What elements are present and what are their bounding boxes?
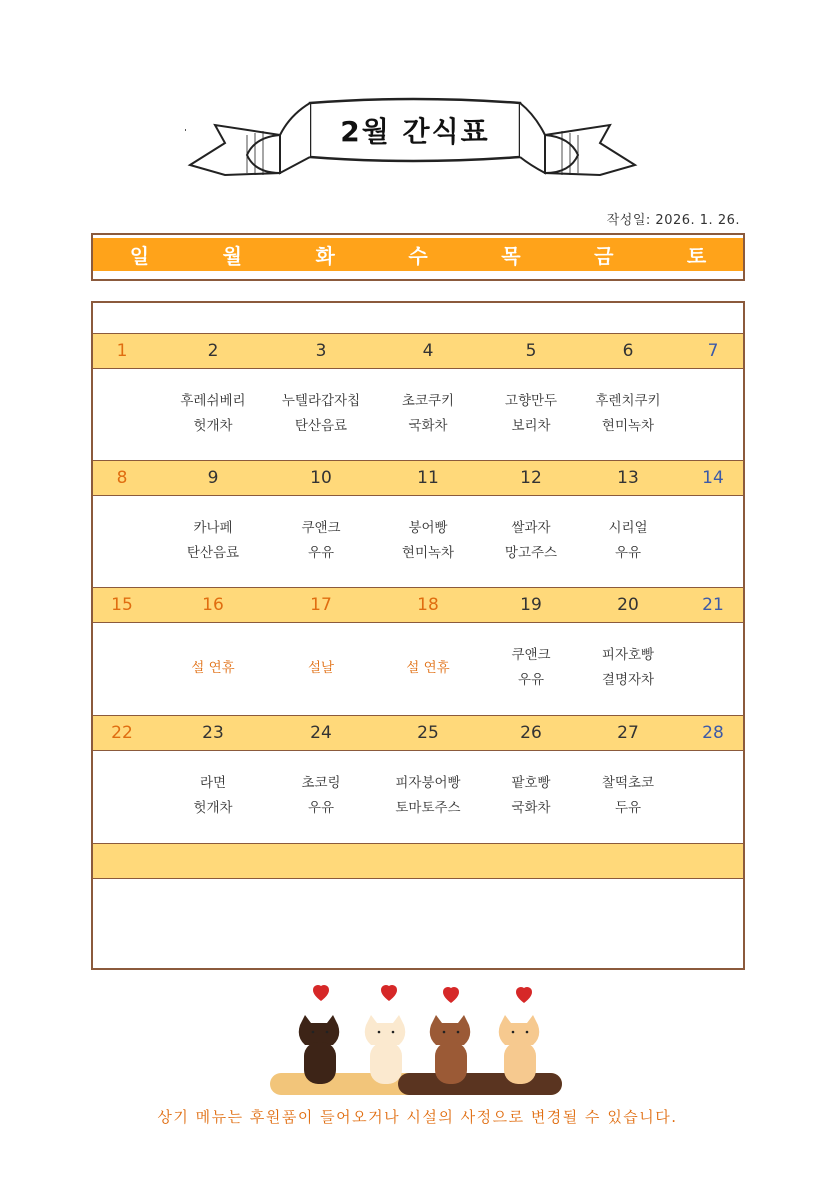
date-cell: 19 (520, 595, 542, 615)
heart-icon (313, 985, 329, 1001)
menu-cell (683, 750, 743, 842)
drink-item: 보리차 (511, 418, 551, 434)
drink-item: 현미녹차 (401, 545, 455, 561)
menu-cell (683, 368, 743, 460)
weekday-sun: 일 (129, 244, 150, 268)
menu-cell (93, 750, 151, 842)
date-cell: 16 (202, 595, 224, 615)
weekday-mon: 월 (222, 244, 242, 268)
date-row (93, 843, 743, 879)
snack-item: 시리얼 (608, 520, 648, 536)
menu-cell (367, 622, 489, 714)
menu-cell (489, 622, 573, 714)
drink-item: 두유 (614, 800, 642, 816)
menu-row (93, 750, 743, 842)
weekday-thu: 목 (501, 244, 521, 268)
menu-row (93, 622, 743, 714)
snack-item: 쌀과자 (511, 520, 551, 536)
menu-cell (275, 622, 367, 714)
snack-item: 피자호빵 (601, 647, 655, 663)
date-cell: 28 (702, 723, 724, 743)
snack-item: 후렌치쿠키 (595, 393, 661, 409)
date-cell: 17 (310, 595, 332, 615)
snack-item: 쿠앤크 (511, 647, 551, 663)
page-title: 2월 간식표 (340, 115, 490, 148)
drink-item: 망고주스 (504, 545, 558, 561)
weekday-fri: 금 (594, 244, 614, 268)
snack-item: 쿠앤크 (301, 520, 341, 536)
menu-cell (275, 368, 367, 460)
date-cell: 5 (525, 341, 537, 361)
drink-item: 헛개차 (193, 800, 233, 816)
menu-cell (93, 368, 151, 460)
menu-cell (683, 622, 743, 714)
menu-cell (489, 368, 573, 460)
menu-cell (93, 622, 151, 714)
snack-item: 피자붕어빵 (395, 775, 461, 791)
date-cell: 27 (617, 723, 639, 743)
snack-item: 붕어빵 (408, 520, 448, 536)
snack-item: 팥호빵 (511, 775, 551, 791)
drink-item: 우유 (307, 800, 335, 816)
drink-item: 국화차 (408, 418, 448, 434)
snack-item: 카나페 (193, 520, 233, 536)
drink-item: 탄산음료 (186, 545, 240, 561)
date-cell: 3 (315, 341, 327, 361)
drink-item: 현미녹차 (601, 418, 655, 434)
drink-item: 우유 (307, 545, 335, 561)
date-cell: 20 (617, 595, 639, 615)
menu-cell (489, 750, 573, 842)
holiday-label: 설날 (307, 659, 335, 676)
date-cell: 1 (116, 341, 128, 361)
menu-cell (573, 495, 683, 587)
weekday-wed: 수 (408, 244, 428, 268)
menu-row (93, 495, 743, 587)
heart-icon (516, 987, 532, 1003)
calendar-grid (91, 301, 745, 970)
date-cell: 22 (111, 723, 133, 743)
heart-icon (381, 985, 397, 1001)
menu-cell (367, 495, 489, 587)
drink-item: 토마토주스 (395, 800, 461, 816)
date-row (93, 333, 743, 369)
drink-item: 결명자차 (601, 672, 655, 688)
menu-cell (573, 750, 683, 842)
cat-icon (268, 980, 568, 1100)
date-row (93, 715, 743, 751)
date-cell: 6 (622, 341, 634, 361)
date-cell: 12 (520, 468, 542, 488)
drink-item: 국화차 (511, 800, 551, 816)
date-cell: 4 (422, 341, 434, 361)
menu-cell (573, 368, 683, 460)
menu-cell (275, 495, 367, 587)
date-cell: 9 (207, 468, 219, 488)
menu-cell (367, 750, 489, 842)
date-cell: 2 (207, 341, 219, 361)
menu-cell (151, 495, 275, 587)
snack-item: 찰떡초코 (601, 775, 655, 791)
date-cell: 23 (202, 723, 224, 743)
created-date: 작성일: 2026. 1. 26. (606, 213, 740, 228)
menu-row (93, 368, 743, 460)
drink-item: 탄산음료 (294, 418, 348, 434)
date-cell: 14 (702, 468, 724, 488)
snack-item: 후레쉬베리 (180, 393, 246, 409)
date-cell: 24 (310, 723, 332, 743)
snack-item: 초코쿠키 (401, 393, 455, 409)
menu-cell (151, 622, 275, 714)
drink-item: 우유 (614, 545, 642, 561)
snack-item: 초코링 (301, 775, 341, 791)
menu-cell (573, 622, 683, 714)
date-cell: 21 (702, 595, 724, 615)
menu-cell (367, 368, 489, 460)
date-cell: 15 (111, 595, 133, 615)
date-cell: 10 (310, 468, 332, 488)
date-row (93, 587, 743, 623)
menu-cell (151, 750, 275, 842)
weekday-header (91, 233, 745, 281)
menu-cell (93, 495, 151, 587)
date-cell: 25 (417, 723, 439, 743)
date-cell: 13 (617, 468, 639, 488)
date-cell: 26 (520, 723, 542, 743)
heart-icon (443, 987, 459, 1003)
date-row (93, 460, 743, 496)
drink-item: 헛개차 (193, 418, 233, 434)
menu-cell (683, 495, 743, 587)
menu-cell (151, 368, 275, 460)
snack-item: 누텔라갑자칩 (281, 393, 361, 409)
date-cell: 8 (116, 468, 128, 488)
snack-item: 고향만두 (504, 393, 558, 409)
notice-text: 상기 메뉴는 후원품이 들어오거나 시설의 사정으로 변경될 수 있습니다. (157, 1108, 678, 1126)
menu-cell (275, 750, 367, 842)
date-cell: 18 (417, 595, 439, 615)
holiday-label: 설 연휴 (406, 659, 450, 676)
date-cell: 11 (417, 468, 439, 488)
date-cell: 7 (707, 341, 719, 361)
snack-item: 라면 (199, 775, 227, 791)
menu-cell (489, 495, 573, 587)
holiday-label: 설 연휴 (191, 659, 235, 676)
drink-item: 우유 (517, 672, 545, 688)
weekday-sat: 토 (686, 244, 707, 268)
weekday-tue: 화 (315, 244, 335, 268)
